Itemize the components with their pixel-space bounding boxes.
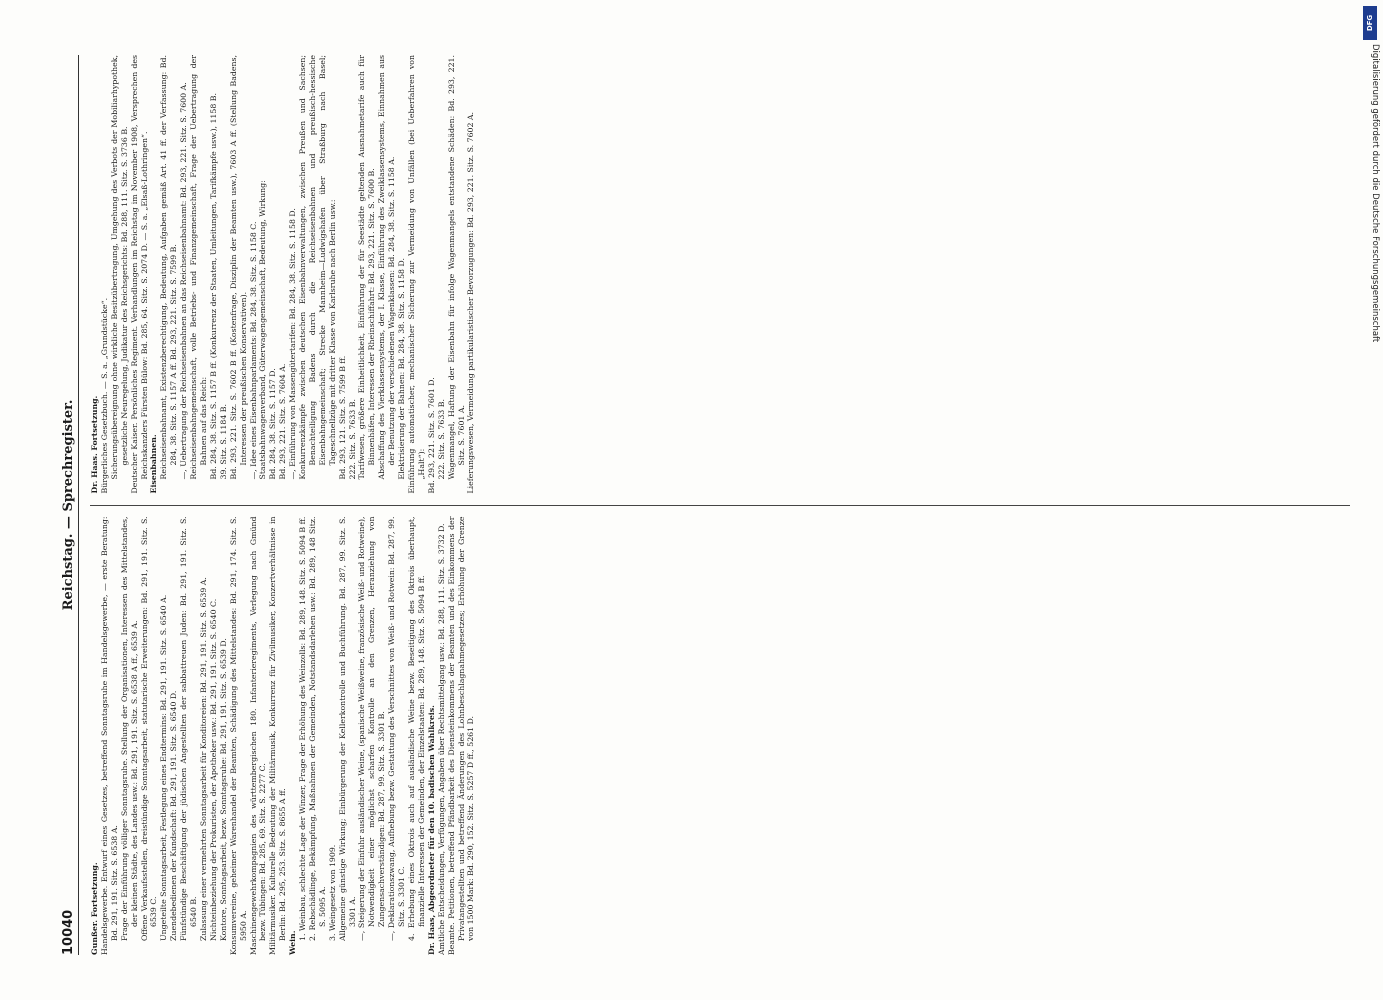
register-subentry: Offene Verkaufsstellen, dreistündige Sonntagsarbeit, statutarische Erweiterungen: Bd. 291, 191. Sitz. S. 6539 C. <box>139 516 159 941</box>
register-entry: Konsumvereine, geheimer Warenhandel der Beamten, Schädigung des Mittelstandes: Bd. 291, 174. Sitz. S. 5950 A. <box>228 516 248 955</box>
register-subentry: Kontore, Sonntagsarbeit, bezw. Sonntagsruhe: Bd. 291, 191. Sitz. S. 6539 D. <box>218 638 228 941</box>
register-subentry: Konkurrenzkämpfe zwischen deutschen Eisenbahnverwaltungen, zwischen Preußen und Sachsen; Benachteiligung Badens durch die Reichseisenbahnen und preußisch-hessische Eisenbahngemeinschaft; Strecke Mannheim—Ludwigshafen über Straßburg nach Basel; Tageschnellzüge mit dritter Klasse von Karlsruhe nach Berlin usw.: <box>298 55 337 480</box>
register-entry: Beamte. Petitionen, betreffend Pfändbarkeit des Diensteinkommens der Beamten und des Einkommens der Privatangestellten und betreffend Änderungen des Lohnbeschlagnahmegesetzes; Erhöhung der Grenze von 1500 Mark: Bd. 290, 152. Sitz. S. 5257 D ff., 5261 D. <box>446 516 476 955</box>
dfg-logo-text: DFG <box>1366 14 1374 32</box>
register-entry: Maschinengewehrkompagnien des württembergischen 180. Infanterieregiments, Verlegung nach Gmünd bezw. Tübingen: Bd. 285, 69. Sitz. S. 2277 C. <box>248 516 268 955</box>
register-subentry: Allgemeine günstige Wirkung; Einbürgerung der Kellerkontrolle und Buchführung. Bd. 287, 99. Sitz. S. 3301 A. <box>337 516 357 941</box>
register-subentry: Reichseisenbahnamt, Existenzberechtigung, Bedeutung, Aufgaben gemäß Art. 41 ff. der Verfassung: Bd. 284, 38. Sitz. S. 1157 A ff. Bd. 293, 221. Sitz. S. 7599 B. <box>159 55 179 480</box>
register-subentry: —, Uebertragung der Reichseisenbahnen an das Reichseisenbahnamt: Bd. 293, 221. Sitz. S. 7600 A. <box>179 82 189 480</box>
register-subentry: Elektrisierung der Bahnen: Bd. 284, 38. Sitz. S. 1158 D. <box>397 258 407 480</box>
register-subentry: Nichteinbeziehung der Prokuristen, der Apotheker usw.: Bd. 291, 191. Sitz. S. 6540 C. <box>208 598 218 941</box>
register-entry: Deutscher Kaiser. Persönliches Regiment. Verhandlungen im Reichstag im November 1908, Versprechen des Reichskanzlers Fürsten Bülow: Bd. 285, 64. Sitz. S. 2074 D. — S. a. „Elsaß-Lothringen“. <box>129 55 149 494</box>
register-subentry: Staatsbahnwagenverband, Güterwagengemeinschaft, Bedeutung, Wirkung: <box>258 180 268 480</box>
register-subentry: 3. Weingesetz von 1909. <box>327 844 337 941</box>
register-entry: Bd. 293, 221. Sitz. S. 7601 D. <box>426 377 436 494</box>
register-subentry: —, Einführung von Massengütertarifen: Bd. 284, 38. Sitz. S. 1158 D. <box>288 208 298 480</box>
register-subentry: Bd. 293, 221. Sitz. S. 7602 B ff. (Kostenfrage, Disziplin der Beamten usw.), 7603 A ff. (Stellung Badens, Interessen der preußischen Konservativen). <box>228 55 248 480</box>
register-subentry: Reichseisenbahngemeinschaft, volle Betriebs- und Finanzgemeinschaft, Frage der Uebertragung der Bahnen auf das Reich: <box>189 55 208 480</box>
speaker-heading: Gunßer. Fortsetzung. <box>90 862 99 955</box>
register-subentry: 222. Sitz. S. 7633 B. <box>436 399 446 480</box>
speaker-heading: Dr. Haas. Fortsetzung. <box>90 395 99 494</box>
register-entry: Militärmusiker. Kulturelle Bedeutung der Militärmusik, Konkurrenz für Zivilmusiker, Konzertverhältnisse in Berlin: Bd. 295, 253. Sitz. S. 8655 A ff. <box>268 516 288 955</box>
register-entry: Einführung automatischer, mechanischer Sicherung zur Vermeidung von Unfällen (bei Ueberfahren von „Halt“): <box>407 55 426 494</box>
dfg-logo <box>1363 6 1377 40</box>
register-subentry: —, Idee eines Eisenbahnparlaments: Bd. 284, 38. Sitz. S. 1158 C. <box>248 221 258 480</box>
page-number: 10040 <box>61 909 76 955</box>
register-subentry: 2. Rebschädlinge, Bekämpfung, Maßnahmen der Gemeinden, Notstandsdarlehen usw.: Bd. 289, 148 Sitz. S. 5095 A. <box>307 516 327 941</box>
register-subentry: 4. Erhebung eines Oktrois auch auf ausländische Weine bezw. Beseitigung des Oktrois überhaupt, finanzielle Interessen der Gemeinden, der Einzelstaaten: Bd. 289, 148. Sitz. S. 5094 B ff. <box>407 516 426 941</box>
digitization-note <box>1367 44 1381 744</box>
page-title: Reichstag. — Sprechregister. <box>61 399 76 611</box>
register-entry: Amtliche Entscheidungen, Verfügungen, Angaben über Rechtsmittelgang usw.: Bd. 288, 111. Sitz. S. 3732 D. <box>436 523 446 955</box>
register-subentry: Bd. 293, 121. Sitz. S. 7599 B ff. <box>337 355 347 480</box>
register-subentry: Bd. 293, 221. Sitz. S. 7604 A. <box>278 363 288 480</box>
left-column <box>90 506 1350 956</box>
register-entry: Lieferungswesen, Vermeidung partikularistischer Bevorzugungen: Bd. 293, 221. Sitz. S. 7602 A. <box>466 111 476 494</box>
register-subentry: —, Steigerung der Einfuhr ausländischer Weine, (spanische Weißweine, französische Weiß- und Rotweine), Notwendigkeit einer möglichst scharfen Kontrolle an den Grenzen, Heranziehung von Zungensachverständigen: Bd. 287, 99. Sitz. S. 3301 B. <box>357 516 387 941</box>
register-subentry: 1. Weinbau, schlechte Lage der Winzer, Frage der Erhöhung des Weinzolls: Bd. 289, 148. Sitz. S. 5094 B ff. <box>298 516 308 941</box>
register-entry: Eisenbahnen. <box>149 434 159 494</box>
register-subentry: Frage der Einführung völliger Sonntagsruhe. Stellung der Organisationen, Interessen des Mittelstandes, der kleinen Städte, des Landes usw.: Bd. 291, 191. Sitz. S. 6538 A ff., 6539 A. <box>119 516 139 941</box>
register-entry: Bürgerliches Gesetzbuch. — S. a. „Grundstücke“. <box>99 297 109 494</box>
register-subentry: Fünfstündige Beschäftigung der jüdischen Angestellten der sabbattreuen Juden: Bd. 291, 191. Sitz. S. 6540 B. <box>179 516 199 941</box>
register-entry: Handelsgewerbe. Entwurf eines Gesetzes, betreffend Sonntagsruhe im Handelsgewerbe, — erste Beratung: Bd. 291, 191. Sitz. S. 6538 A. <box>99 516 119 955</box>
register-columns <box>90 55 1350 955</box>
page-header <box>50 55 79 955</box>
register-subentry: Sicherungsübereignung ohne wirkliche Besitzübertragung, Umgehung des Verbots der Mobiliarhypothek, gesetzliche Neuregelung, Judikatur des Reichsgerichts: Bd. 288, 111. Sitz. S. 3736 B. <box>109 55 129 480</box>
register-subentry: 39. Sitz. S. 1184 B. <box>218 404 228 480</box>
register-subentry: Zuendebedienen der Kundschaft: Bd. 291, 191. Sitz. S. 6540 D. <box>169 690 179 941</box>
digitization-note-text: Digitalisierung gefördert durch die Deutsche Forschungsgemeinschaft <box>1370 44 1380 343</box>
register-subentry: 222. Sitz. S. 7633 B. <box>347 399 357 480</box>
register-subentry: Bd. 284, 38. Sitz. S. 1157 D. <box>268 368 278 480</box>
register-subentry: Abschaffung des Vierklassensystems, der I. Klasse, Einführung des Zweiklassensystems, Einnahmen aus der Benutzung der verschiedenen Wagenklassen: Bd. 284, 38. Sitz. S. 1158 A. <box>377 55 397 480</box>
register-subentry: Zulassung einer vermehrten Sonntagsarbeit für Konditoreien: Bd. 291, 191. Sitz. S. 6539 A. <box>198 577 208 941</box>
register-subentry: —, Deklarationszwang, Aufhebung bezw. Gestattung des Verschnittes von Weiß- und Rotwein: Bd. 287, 99. Sitz. S. 3301 C. <box>387 516 407 941</box>
register-entry: Wein. <box>288 930 298 955</box>
register-subentry: Ungeteilte Sonntagsarbeit, Festlegung eines Endtermins: Bd. 291, 191. Sitz. S. 6540 A. <box>159 594 169 941</box>
register-subentry: Wagenmangel, Haftung der Eisenbahn für infolge Wagenmangels entstandene Schäden: Bd. 293, 221. Sitz. S. 7601 A. <box>446 55 466 480</box>
speaker-heading: Dr. Haas, Abgeordneter für den 10. badischen Wahlkreis. <box>426 705 436 955</box>
register-subentry: Tarifwesen, größere Einheitlichkeit, Einführung der für Seestädte geltenden Ausnahmetarife auch für Binnenhäfen, Interessen der Rheinschiffahrt: Bd. 293, 221. Sitz. S. 7600 B. <box>357 55 377 480</box>
right-column <box>90 55 1350 506</box>
register-subentry: Bd. 284, 38. Sitz. S. 1157 B ff. (Konkurrenz der Staaten, Umleitungen, Tarifkämpfe usw.), 1158 B. <box>208 93 218 480</box>
rotated-register-page <box>50 55 1350 955</box>
